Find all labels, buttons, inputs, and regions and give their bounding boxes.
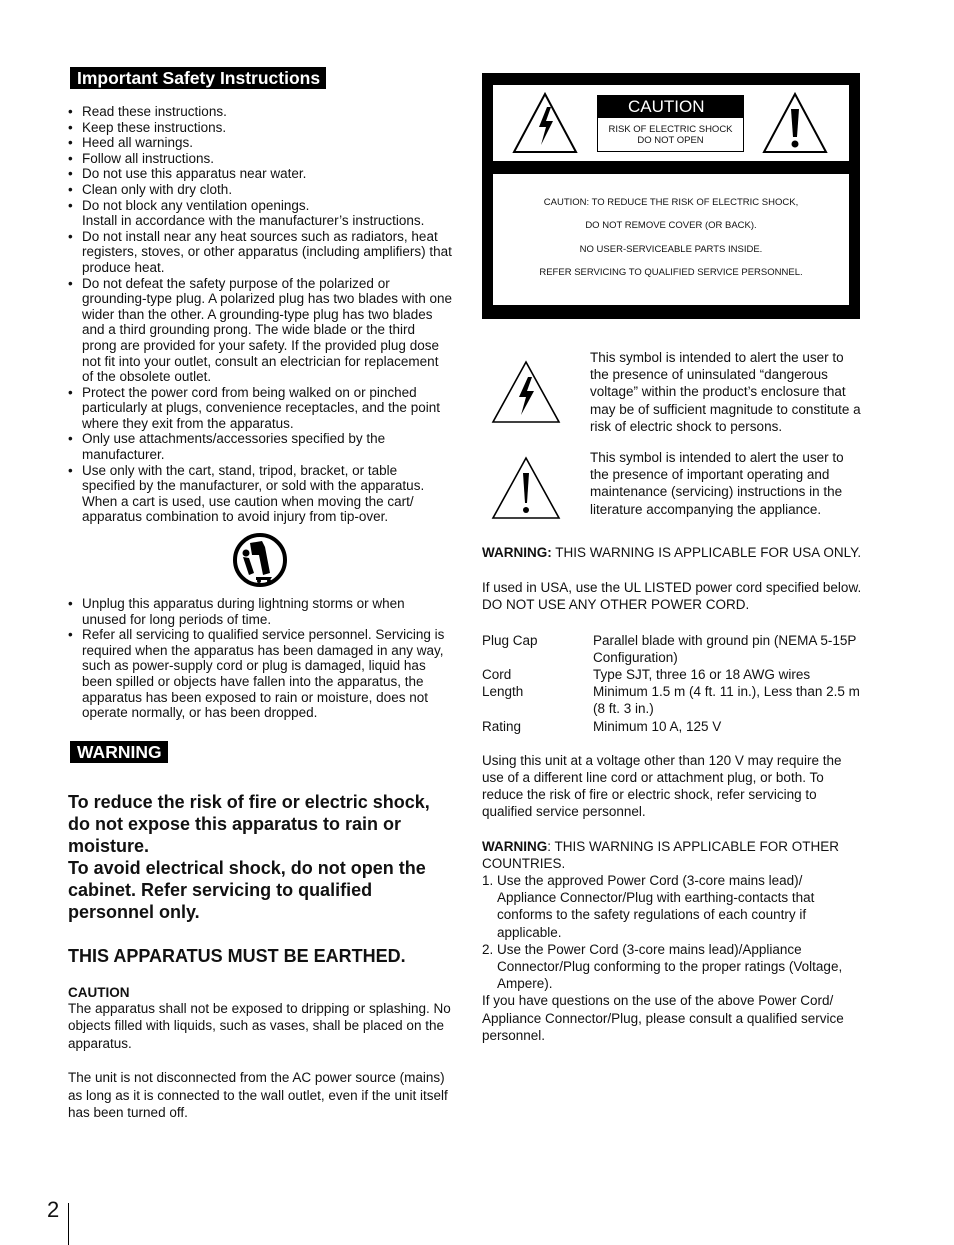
symbol-description: This symbol is intended to alert the user to the presence of important operating and maintenance (servicing) instructions in the literature accompanying the appliance. <box>590 450 844 517</box>
exclamation-warning-icon <box>761 91 829 155</box>
list-item: • Refer all servicing to qualified service personnel. Servicing is required when the apparatus has been damaged in any way, such as power-supply cord or plug is damaged, liquid has been spilled or objects have fallen into the apparatus, the apparatus has been exposed to rain or moisture, does not operate normally, or has been dropped. <box>68 627 452 721</box>
list-item: • Do not defeat the safety purpose of the polarized or grounding-type plug. A polarized plug has two blades with one wider than the other. A grounding-type plug has two blades and a third grounding prong. The wide blade or the third prong are provided for your safety. If the provided plug dose not fit into your outlet, consult an electrician for replacement of the obsolete outlet. <box>68 276 452 385</box>
page-number: 2 <box>47 1197 60 1222</box>
caution-panel-top <box>493 85 849 161</box>
right-column <box>482 73 862 1044</box>
final-paragraph: If you have questions on the use of the above Power Cord/ Appliance Connector/Plug, please consult a qualified service personnel. <box>482 993 844 1043</box>
list-item: • Heed all warnings. <box>68 135 452 151</box>
lightning-warning-icon <box>490 359 562 425</box>
list-item: • Do not install near any heat sources such as radiators, heat registers, stoves, or other apparatus (including amplifiers) that produce heat. <box>68 229 452 276</box>
caution-panel <box>482 73 860 319</box>
list-item: • Use only with the cart, stand, tripod, bracket, or table specified by the manufacturer, or sold with the apparatus. When a cart is used, use caution when moving the cart/ apparatus combination to avoid injury from tip-over. <box>68 463 452 525</box>
list-item: • Do not use this apparatus near water. <box>68 166 452 182</box>
caution-paragraph: The unit is not disconnected from the AC power source (mains) as long as it is connected to the wall outlet, even if the unit itself has been turned off. <box>68 1070 448 1121</box>
cart-warning-pictogram <box>68 533 452 592</box>
voltage-paragraph: Using this unit at a voltage other than 120 V may require the use of a different line cord or attachment plug, or both. To reduce the risk of fire or electric shock, refer servicing to qualified service personnel. <box>482 752 842 820</box>
table-row: Rating Minimum 10 A, 125 V <box>482 718 722 734</box>
list-item-continuation: Install in accordance with the manufacturer’s instructions. <box>82 213 425 229</box>
earthed-notice: THIS APPARATUS MUST BE EARTHED. <box>68 945 406 966</box>
usa-paragraph: DO NOT USE ANY OTHER POWER CORD. <box>482 597 750 613</box>
caution-panel-text: CAUTION: TO REDUCE THE RISK OF ELECTRIC SHOCK, DO NOT REMOVE COVER (OR BACK). NO USER-SERVICEABLE PARTS INSIDE. REFER SERVICING TO QUALIFIED SERVICE PERSONNEL. <box>493 174 849 305</box>
table-row: Plug Cap Parallel blade with ground pin (NEMA 5-15P Configuration) <box>482 632 857 665</box>
table-row: Length Minimum 1.5 m (4 ft. 11 in.), Less than 2.5 m (8 ft. 3 in.) <box>482 684 860 717</box>
section-heading: Important Safety Instructions <box>70 67 326 89</box>
symbol-explanation <box>482 449 862 549</box>
symbol-explanation <box>482 349 862 449</box>
cart-tip-over-icon <box>232 533 288 587</box>
list-item: • Only use attachments/accessories specified by the manufacturer. <box>68 431 452 462</box>
list-item: • Protect the power cord from being walked on or pinched particularly at plugs, convenience receptacles, and the point where they exit from the apparatus. <box>68 385 452 432</box>
list-item: 1. Use the approved Power Cord (3-core mains lead)/ Appliance Connector/Plug with earthing-contacts that conforms to the safety regulations of each country if applicable. <box>482 873 815 940</box>
power-cord-spec-table <box>482 632 862 735</box>
symbol-description: This symbol is intended to alert the user to the presence of uninsulated “dangerous voltage” within the product’s enclosure that may be of sufficient magnitude to constitute a risk of electric shock to persons. <box>590 350 861 434</box>
warning-text: To reduce the risk of fire or electric shock, do not expose this apparatus to rain or moisture. <box>68 791 430 856</box>
warning-heading: WARNING <box>70 741 168 763</box>
power-cord-requirements <box>482 872 862 992</box>
usa-paragraph: If used in USA, use the UL LISTED power cord specified below. <box>482 580 862 596</box>
list-item: • Clean only with dry cloth. <box>68 182 452 198</box>
table-row: Cord Type SJT, three 16 or 18 AWG wires <box>482 667 811 683</box>
caution-title: CAUTION <box>68 984 130 1000</box>
other-countries-warning: WARNING: THIS WARNING IS APPLICABLE FOR OTHER COUNTRIES. <box>482 838 840 871</box>
caution-label: CAUTION RISK OF ELECTRIC SHOCK DO NOT OPEN <box>597 95 744 152</box>
list-item: 2. Use the Power Cord (3-core mains lead)/Appliance Connector/Plug conforming to the proper ratings (Voltage, Ampere). <box>482 941 843 992</box>
list-item: • Read these instructions. <box>68 104 452 120</box>
left-column <box>68 67 452 1122</box>
page-divider <box>68 1203 69 1245</box>
usa-warning: WARNING: THIS WARNING IS APPLICABLE FOR USA ONLY. <box>482 545 862 560</box>
safety-list <box>68 104 452 525</box>
list-item: • Unplug this apparatus during lightning storms or when unused for long periods of time. <box>68 596 452 627</box>
lightning-warning-icon <box>511 91 579 155</box>
exclamation-warning-icon <box>490 455 562 521</box>
warning-text: To avoid electrical shock, do not open the cabinet. Refer servicing to qualified personnel only. <box>68 857 426 922</box>
caution-paragraph: The apparatus shall not be exposed to dripping or splashing. No objects filled with liquids, such as vases, shall be placed on the apparatus. <box>68 1000 451 1051</box>
safety-list-continued <box>68 596 452 721</box>
list-item: • Do not block any ventilation openings. Install in accordance with the manufacturer’s instructions. <box>68 198 452 229</box>
list-item: • Follow all instructions. <box>68 151 452 167</box>
list-item: • Keep these instructions. <box>68 120 452 136</box>
